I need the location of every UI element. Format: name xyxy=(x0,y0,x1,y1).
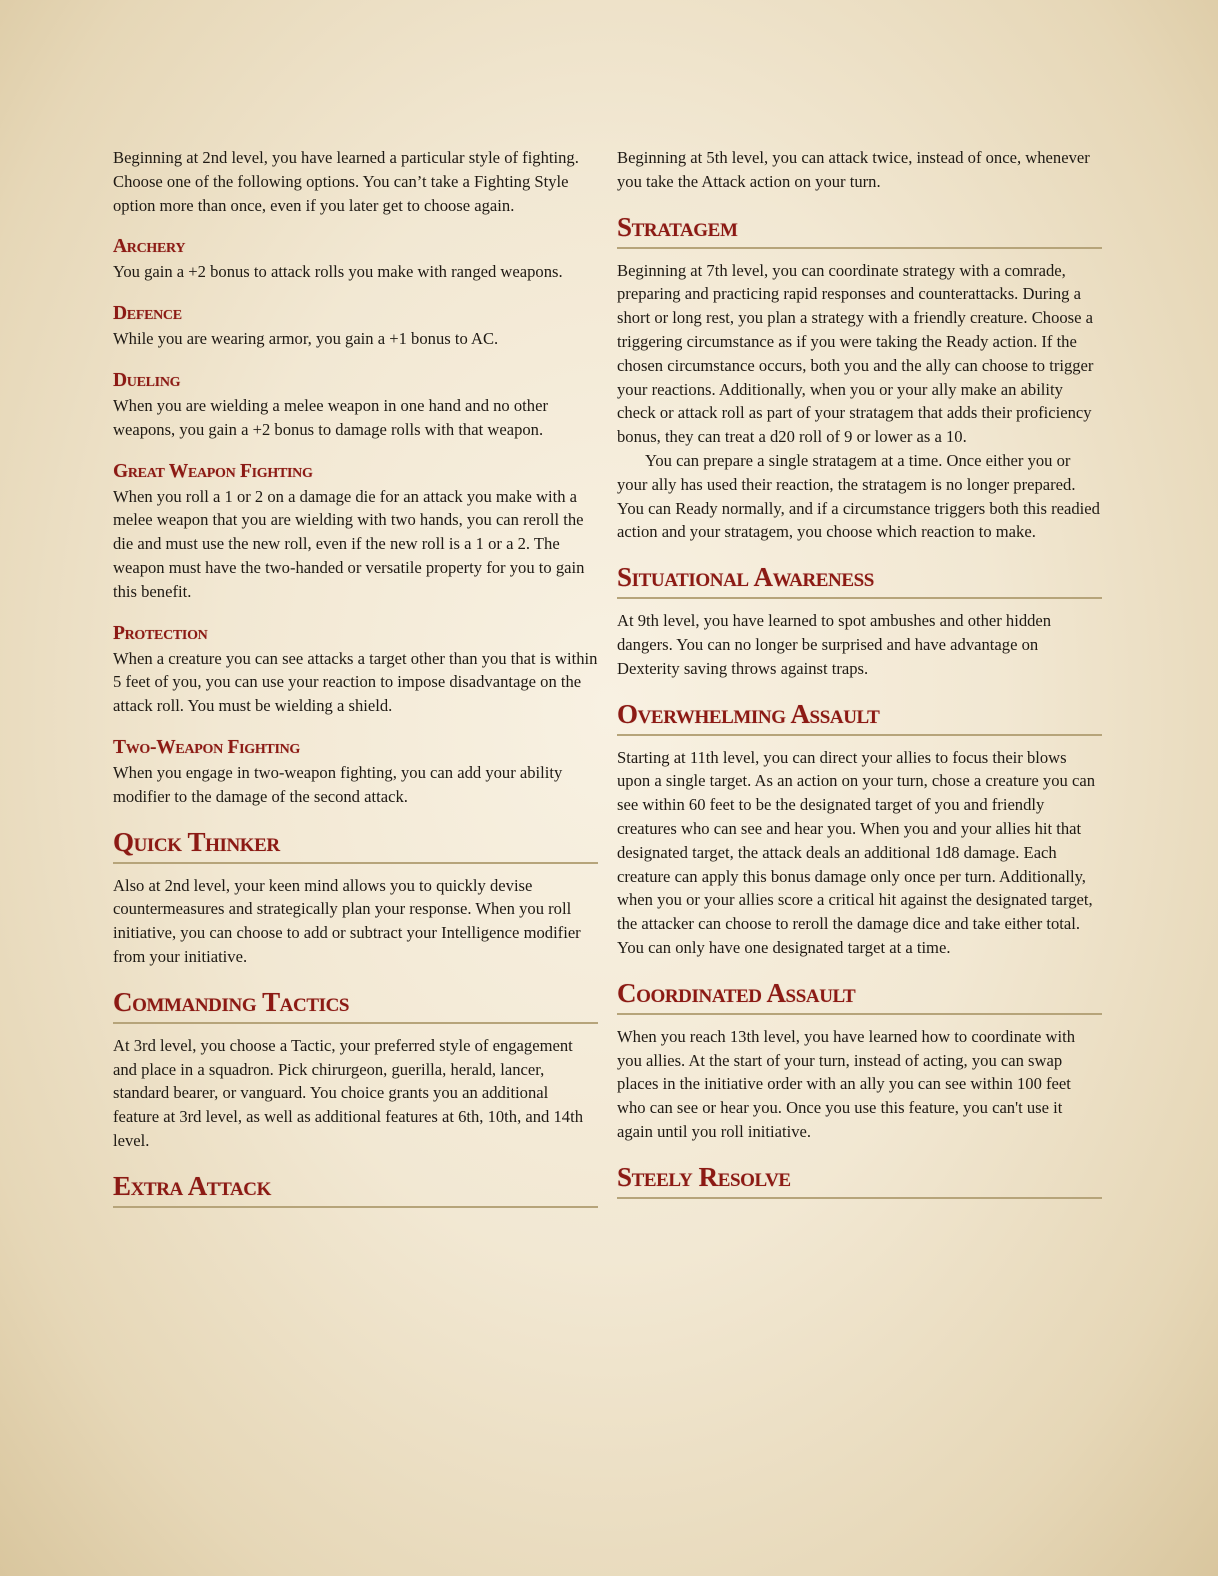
steely-resolve-heading: Steely Resolve xyxy=(617,1160,1102,1199)
defence-text: While you are wearing armor, you gain a +1 bonus to AC. xyxy=(113,329,499,349)
stratagem-text: Beginning at 7th level, you can coordinate strategy with a comrade, preparing and practicing rapid responses and counterattacks. During a short or long rest, you plan a strategy with a friendly creature. Choose a triggering circumstance as if you were taking the Ready action. If the chosen circumstance occurs, both you and the ally can choose to trigger your reactions. Additionally, when you or your ally make an ability check or attack roll as part of your stratagem that adds their proficiency bonus, they can treat a d20 roll of 9 or lower as a 10. xyxy=(617,260,1094,447)
quick-thinker-heading: Quick Thinker xyxy=(113,825,598,864)
overwhelming-assault-text: Starting at 11th level, you can direct your allies to focus their blows upon a single target. As an action on your turn, chose a creature you can see within 60 feet to be the designated target of you and friendly creatures who can see and hear you. When you and your allies hit that designated target, the attack deals an additional 1d8 damage. Each creature can apply this bonus damage only once per turn. Additionally, when you or your allies score a critical hit against the designated target, the attacker can choose to reroll the damage dice and take either total. You can only have one designated target at a time. xyxy=(617,747,1095,957)
extra-attack-heading: Extra Attack xyxy=(113,1169,598,1208)
archery-text: You gain a +2 bonus to attack rolls you make with ranged weapons. xyxy=(113,262,563,282)
two-weapon-fighting-text: When you engage in two-weapon fighting, you can add your ability modifier to the damage of the second attack. xyxy=(113,762,563,806)
defence-heading: Defence xyxy=(113,303,182,325)
extra-attack-text: Beginning at 5th level, you can attack twice, instead of once, whenever you take the Attack action on your turn. xyxy=(617,148,1090,191)
situational-awareness-text: At 9th level, you have learned to spot ambushes and other hidden dangers. You can no longer be surprised and have advantage on Dexterity saving throws against traps. xyxy=(617,611,1052,678)
right-column xyxy=(617,146,1102,1199)
dueling-text: When you are wielding a melee weapon in one hand and no other weapons, you gain a +2 bonus to damage rolls with that weapon. xyxy=(113,395,548,439)
dueling-heading: Dueling xyxy=(113,369,181,391)
protection-heading: Protection xyxy=(113,622,208,644)
commanding-tactics-text: At 3rd level, you choose a Tactic, your preferred style of engagement and place in a squadron. Pick chirurgeon, guerilla, herald, lancer, standard bearer, or vanguard. You choice grants you an additional feature at 3rd level, as well as additional features at 6th, 10th, and 14th level. xyxy=(113,1035,583,1150)
two-weapon-fighting-heading: Two-Weapon Fighting xyxy=(113,736,300,758)
situational-awareness-heading: Situational Awareness xyxy=(617,560,1102,599)
overwhelming-assault-heading: Overwhelming Assault xyxy=(617,697,1102,736)
great-weapon-fighting-heading: Great Weapon Fighting xyxy=(113,460,313,482)
stratagem-heading: Stratagem xyxy=(617,210,1102,249)
commanding-tactics-heading: Commanding Tactics xyxy=(113,985,598,1024)
archery-heading: Archery xyxy=(113,236,186,258)
stratagem-text-continued: You can prepare a single stratagem at a time. Once either you or your ally has used their reaction, the stratagem is no longer prepared. You can Ready normally, and if a circumstance triggers both this readied action and your stratagem, you choose which reaction to make. xyxy=(617,450,1100,542)
coordinated-assault-heading: Coordinated Assault xyxy=(617,976,1102,1015)
left-column xyxy=(113,146,598,1208)
fighting-style-intro: Beginning at 2nd level, you have learned a particular style of fighting. Choose one of the following options. You can’t take a Fighting Style option more than once, even if you later get to choose again. xyxy=(113,148,579,215)
quick-thinker-text: Also at 2nd level, your keen mind allows you to quickly devise countermeasures and strategically plan your response. When you roll initiative, you can choose to add or subtract your Intelligence modifier from your initiative. xyxy=(113,875,581,966)
great-weapon-fighting-text: When you roll a 1 or 2 on a damage die for an attack you make with a melee weapon that you are wielding with two hands, you can reroll the die and must use the new roll, even if the new roll is a 1 or a 2. The weapon must have the two-handed or versatile property for you to gain this benefit. xyxy=(113,486,585,601)
protection-text: When a creature you can see attacks a target other than you that is within 5 feet of you, you can use your reaction to impose disadvantage on the attack roll. You must be wielding a shield. xyxy=(113,648,598,716)
coordinated-assault-text: When you reach 13th level, you have learned how to coordinate with you allies. At the start of your turn, instead of acting, you can swap places in the initiative order with an ally you can see within 100 feet who can see or hear you. Once you use this feature, you can't use it again until you roll initiative. xyxy=(617,1026,1076,1141)
